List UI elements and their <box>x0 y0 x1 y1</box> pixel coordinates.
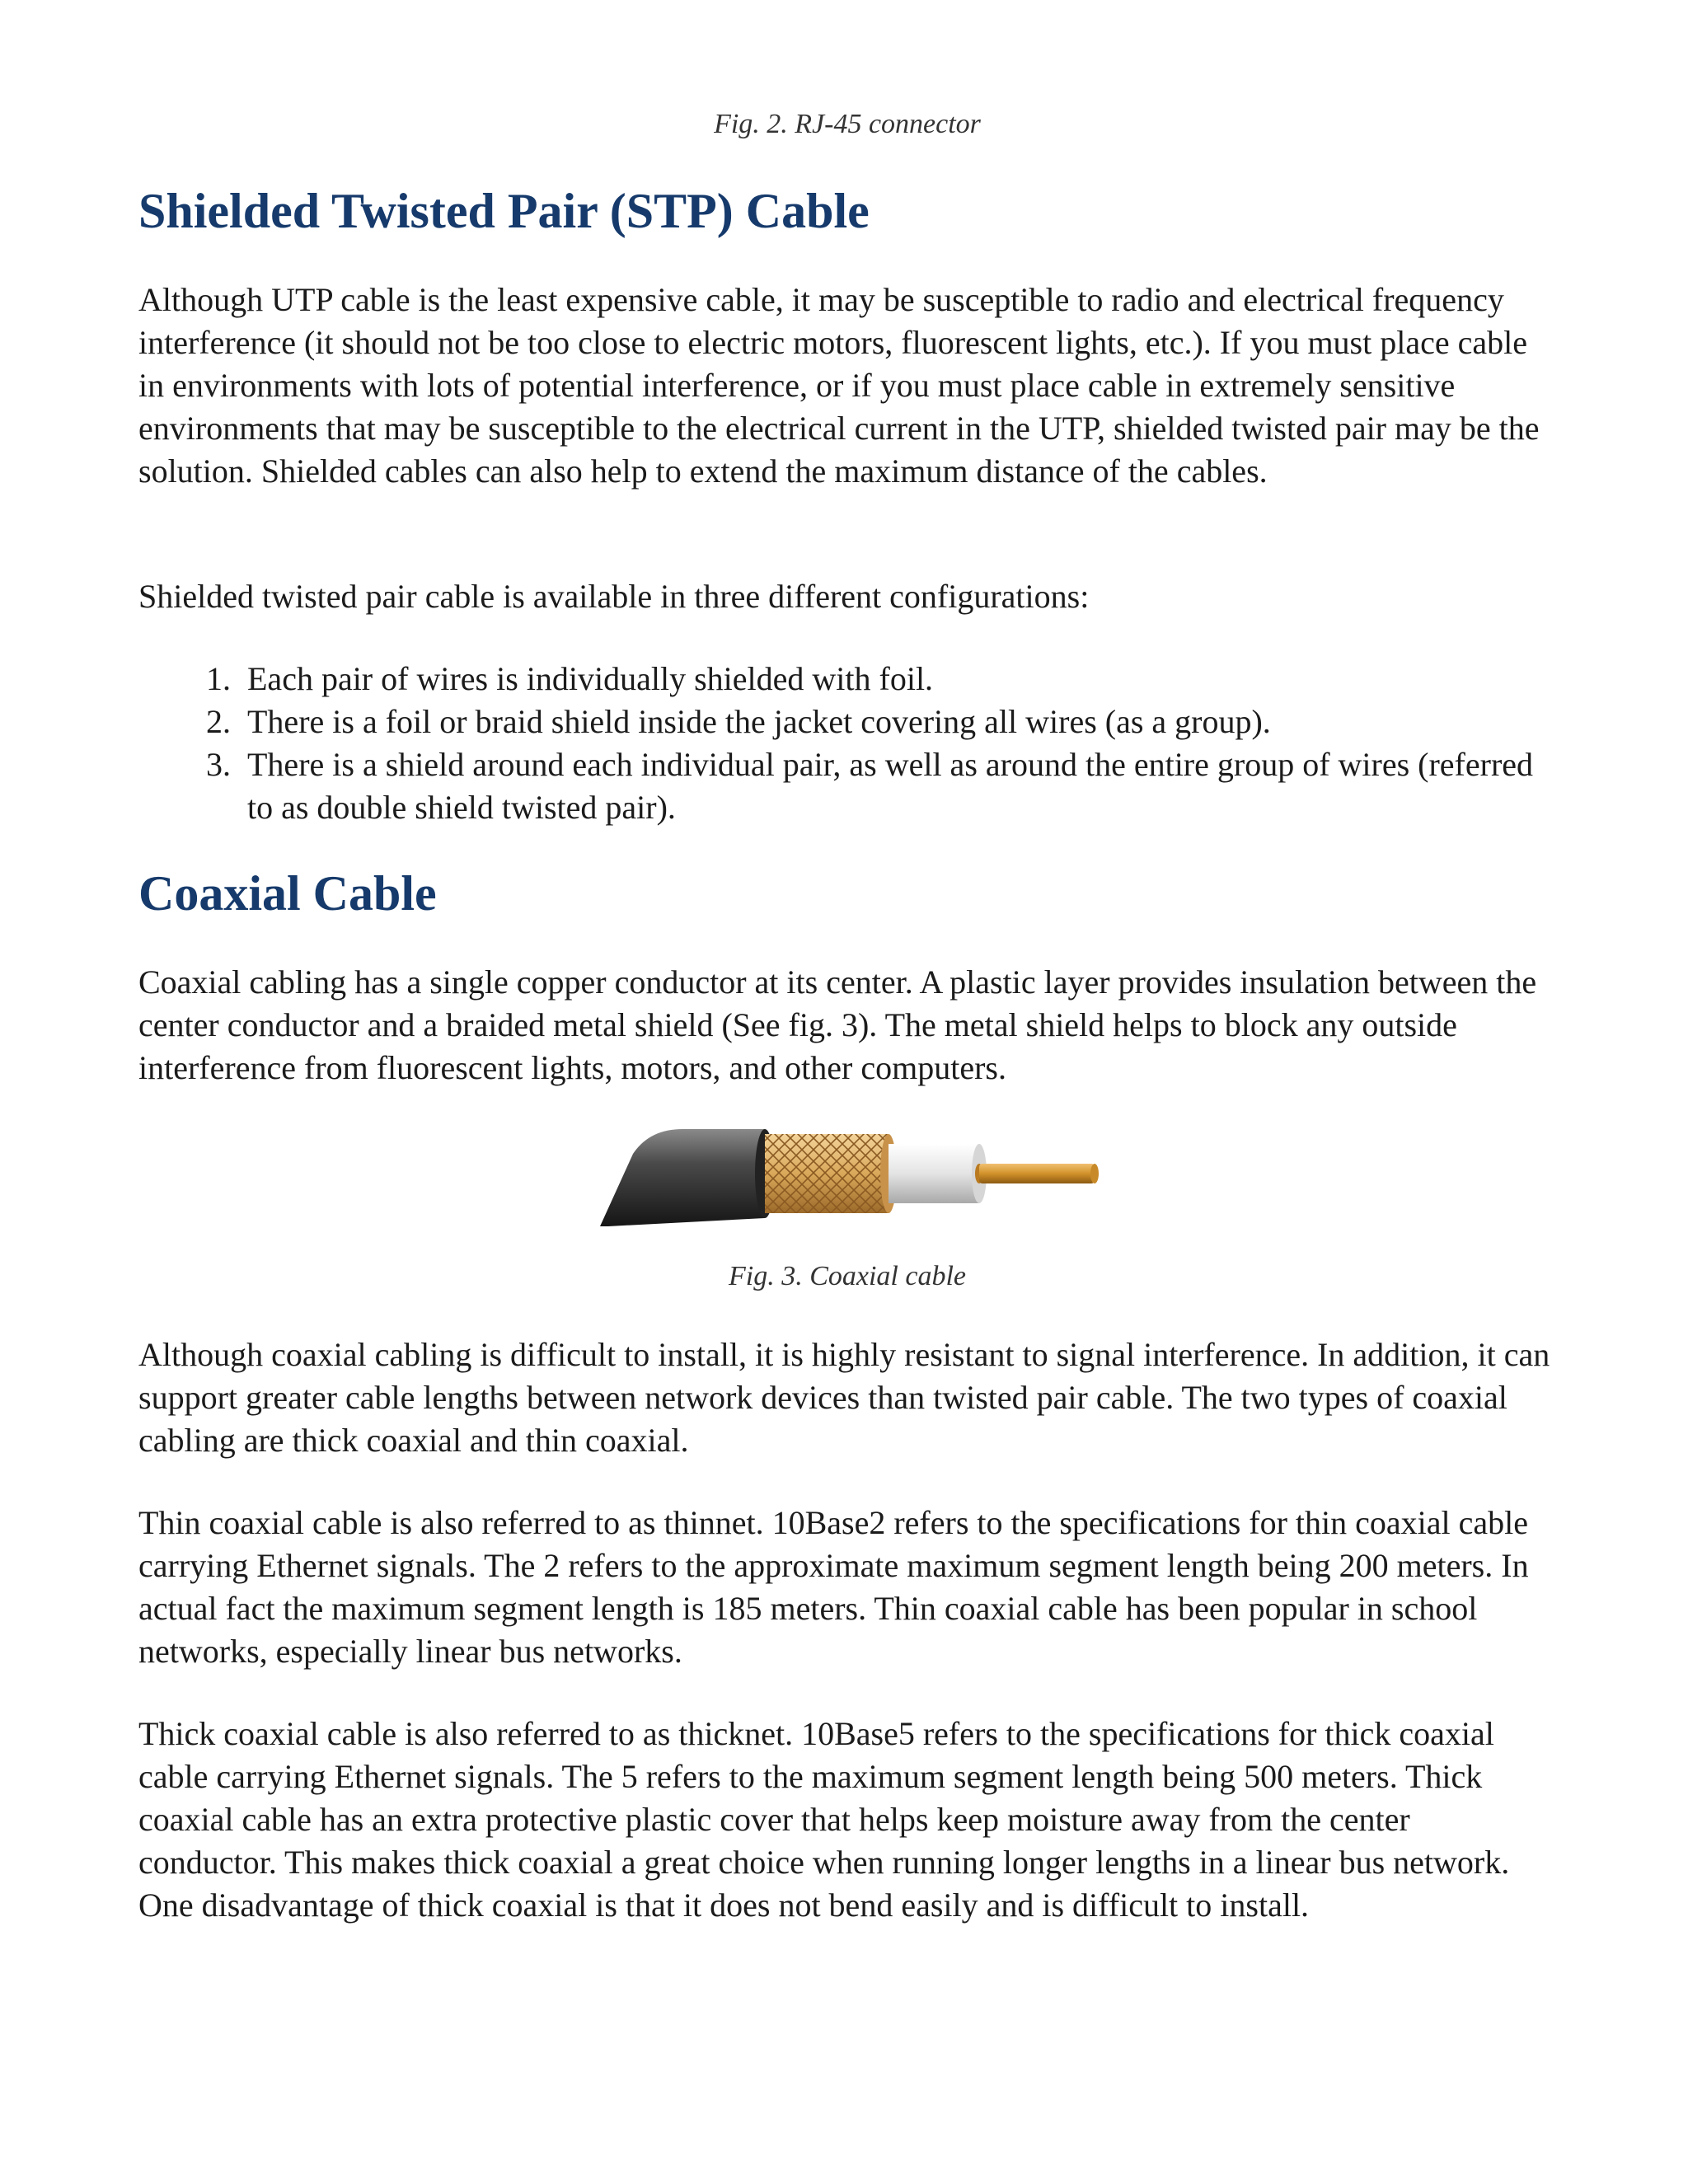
coax-heading: Coaxial Cable <box>138 866 437 921</box>
list-item: 3. There is a shield around each individual pair, as well as around the entire group of wires (referred to as double shield twisted pair). <box>239 743 1558 829</box>
coax-paragraph-2: Although coaxial cabling is difficult to install, it is highly resistant to signal interference. In addition, it can support greater cable lengths between network devices than twisted pair cable. The two types of coaxial cabling are thick coaxial and thin coaxial. <box>138 1336 1550 1459</box>
coaxial-cable-figure <box>600 1121 1111 1228</box>
copper-conductor <box>979 1164 1095 1183</box>
plastic-insulation <box>889 1144 979 1203</box>
coaxial-cable-image <box>600 1121 1111 1228</box>
list-item: 1. Each pair of wires is individually shielded with foil. <box>239 658 1558 701</box>
cable-jacket <box>600 1129 765 1226</box>
coax-paragraph-4: Thick coaxial cable is also referred to as thicknet. 10Base5 refers to the specifications for thick coaxial cable carrying Ethernet signals. The 5 refers to the maximum segment length being 500 meters. Thick coaxial cable has an extra protective plastic cover that helps keep moisture away from the center conductor. This makes thick coaxial a great choice when running longer lengths in a linear bus network. One disadvantage of thick coaxial is that it does not bend easily and is difficult to install. <box>138 1715 1510 1924</box>
fig3-caption: Fig. 3. Coaxial cable <box>728 1261 966 1291</box>
stp-paragraph-1: Although UTP cable is the least expensive cable, it may be susceptible to radio and electrical frequency interference (it should not be too close to electric motors, fluorescent lights, etc.). If you must place cable in environments with lots of potential interference, or if you must place cable in extremely sensitive environments that may be susceptible to the electrical current in the UTP, shielded twisted pair may be the solution. Shielded cables can also help to extend the maximum distance of the cables. <box>138 281 1540 490</box>
stp-heading: Shielded Twisted Pair (STP) Cable <box>138 184 870 238</box>
stp-configurations-list <box>138 658 1558 829</box>
coax-paragraph-1: Coaxial cabling has a single copper conductor at its center. A plastic layer provides insulation between the center conductor and a braided metal shield (See fig. 3). The metal shield helps to block any outside interference from fluorescent lights, motors, and other computers. <box>138 963 1537 1086</box>
list-item: 2. There is a foil or braid shield inside the jacket covering all wires (as a group). <box>239 701 1558 743</box>
coax-paragraph-3: Thin coaxial cable is also referred to as thinnet. 10Base2 refers to the specifications for thin coaxial cable carrying Ethernet signals. The 2 refers to the approximate maximum segment length being 200 meters. In actual fact the maximum segment length is 185 meters. Thin coaxial cable has been popular in school networks, especially linear bus networks. <box>138 1504 1529 1670</box>
fig2-caption: Fig. 2. RJ-45 connector <box>714 109 981 139</box>
stp-paragraph-2: Shielded twisted pair cable is available in three different configurations: <box>138 578 1090 615</box>
